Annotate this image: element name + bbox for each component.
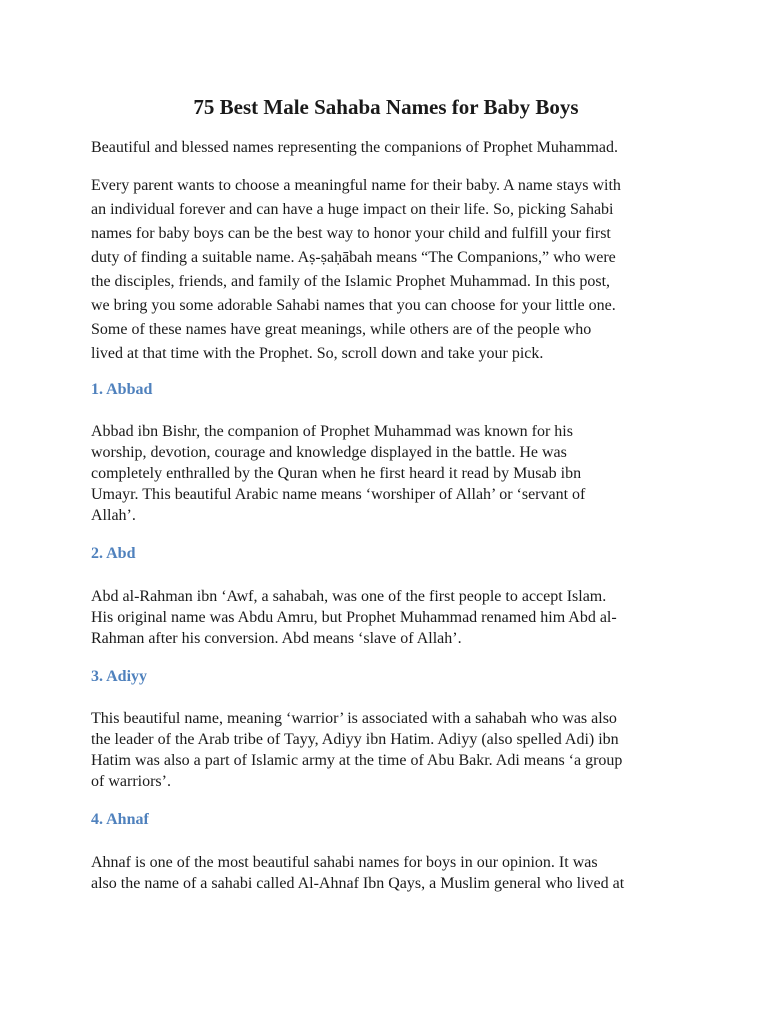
intro-paragraph <box>91 174 691 366</box>
body-line: also the name of a sahabi called Al-Ahnaf Ibn Qays, a Muslim general who lived at <box>91 875 625 892</box>
body-line: His original name was Abdu Amru, but Prophet Muhammad renamed him Abd al- <box>91 609 617 626</box>
body-line: Umayr. This beautiful Arabic name means ‘worshiper of Allah’ or ‘servant of <box>91 486 586 503</box>
section-heading-adiyy: 3. Adiyy <box>91 668 148 685</box>
document-subtitle: Beautiful and blessed names representing the companions of Prophet Muhammad. <box>91 139 618 156</box>
body-line: Rahman after his conversion. Abd means ‘slave of Allah’. <box>91 630 462 647</box>
body-line: completely enthralled by the Quran when he first heard it read by Musab ibn <box>91 465 582 482</box>
body-line: Abbad ibn Bishr, the companion of Prophet Muhammad was known for his <box>91 423 573 440</box>
intro-line: Some of these names have great meanings, while others are of the people who <box>91 321 592 338</box>
section-body-abd <box>91 586 691 649</box>
intro-line: names for baby boys can be the best way to honor your child and fulfill your first <box>91 225 611 242</box>
intro-line: the disciples, friends, and family of the Islamic Prophet Muhammad. In this post, <box>91 273 611 290</box>
section-heading-abd: 2. Abd <box>91 545 136 562</box>
body-line: Hatim was also a part of Islamic army at the time of Abu Bakr. Adi means ‘a group <box>91 752 623 769</box>
section-body-ahnaf <box>91 852 691 894</box>
body-line: Ahnaf is one of the most beautiful sahabi names for boys in our opinion. It was <box>91 854 598 871</box>
section-heading-abbad: 1. Abbad <box>91 381 153 398</box>
intro-line: duty of finding a suitable name. Aṣ-ṣaḥābah means “The Companions,” who were <box>91 249 616 266</box>
intro-line: an individual forever and can have a huge impact on their life. So, picking Sahabi <box>91 201 614 218</box>
section-body-adiyy <box>91 708 691 792</box>
body-line: of warriors’. <box>91 773 171 790</box>
body-line: worship, devotion, courage and knowledge displayed in the battle. He was <box>91 444 567 461</box>
document-title: 75 Best Male Sahaba Names for Baby Boys <box>193 95 579 119</box>
intro-line: we bring you some adorable Sahabi names that you can choose for your little one. <box>91 297 616 314</box>
body-line: Allah’. <box>91 507 136 524</box>
body-line: the leader of the Arab tribe of Tayy, Adiyy ibn Hatim. Adiyy (also spelled Adi) ibn <box>91 731 619 748</box>
body-line: This beautiful name, meaning ‘warrior’ is associated with a sahabah who was also <box>91 710 617 727</box>
section-body-abbad <box>91 421 691 526</box>
body-line: Abd al-Rahman ibn ‘Awf, a sahabah, was one of the first people to accept Islam. <box>91 588 607 605</box>
intro-line: lived at that time with the Prophet. So, scroll down and take your pick. <box>91 345 544 362</box>
section-heading-ahnaf: 4. Ahnaf <box>91 811 149 828</box>
intro-line: Every parent wants to choose a meaningful name for their baby. A name stays with <box>91 177 621 194</box>
